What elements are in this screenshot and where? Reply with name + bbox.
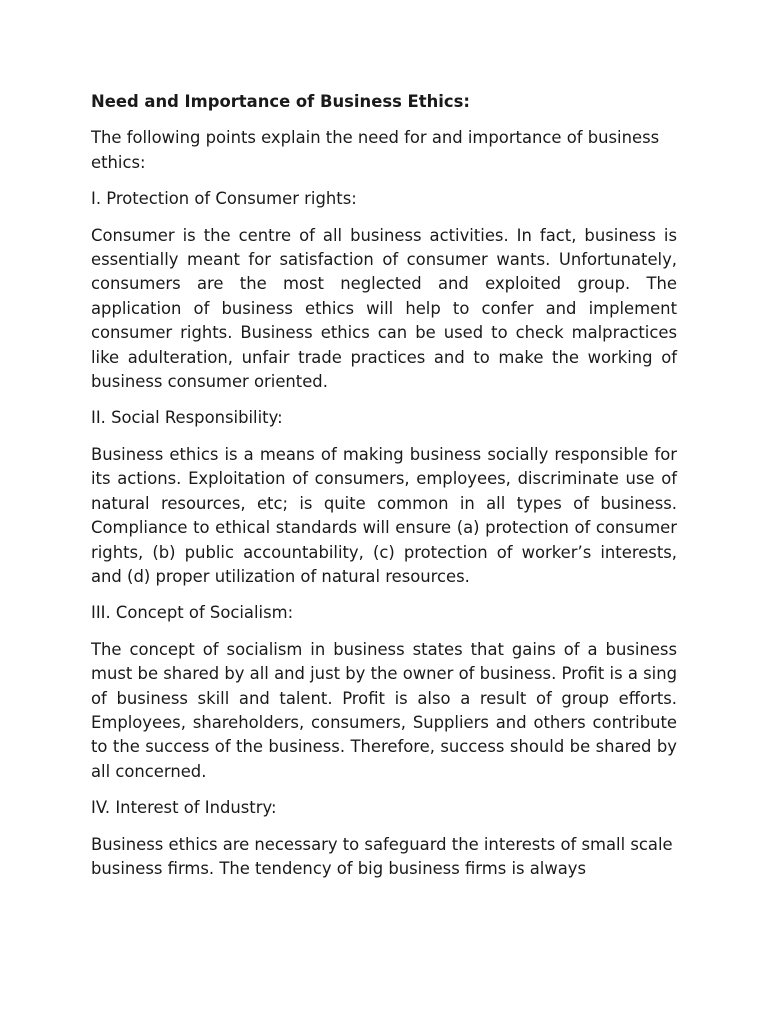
section-2-body: Business ethics is a means of making business socially responsible for its actions. Exploitation of consumers, employees, discriminate use of natural resources, etc; is quite common in all types of business. Compliance to ethical standards will ensure (a) protection of consumer rights, (b) public accountability, (c) protection of worker’s interests, and (d) proper utilization of natural resources. [91, 444, 677, 586]
section-4-heading: IV. Interest of Industry: [91, 798, 277, 818]
intro-paragraph: The following points explain the need for and importance of business ethics: [91, 128, 660, 172]
section-1-heading: I. Protection of Consumer rights: [91, 189, 357, 209]
section-4-body: Business ethics are necessary to safeguard the interests of small scale business firms. The tendency of big business firms is always [91, 834, 673, 878]
section-3-heading: III. Concept of Socialism: [91, 603, 294, 623]
section-2-heading: II. Social Responsibility: [91, 408, 283, 428]
document-title: Need and Importance of Business Ethics: [91, 92, 470, 111]
section-1-body: Consumer is the centre of all business activities. In fact, business is essentially meant for satisfaction of consumer wants. Unfortunately, consumers are the most neglected and exploited group. The application of business ethics will help to confer and implement consumer rights. Business ethics can be used to check malpractices like adulteration, unfair trade practices and to make the working of business consumer oriented. [91, 225, 677, 392]
document-page [91, 90, 677, 893]
section-3-body: The concept of socialism in business states that gains of a business must be shared by all and just by the owner of business. Profit is a sing of business skill and talent. Profit is also a result of group efforts. Employees, shareholders, consumers, Suppliers and others contribute to the success of the business. Therefore, success should be shared by all concerned. [91, 639, 677, 781]
